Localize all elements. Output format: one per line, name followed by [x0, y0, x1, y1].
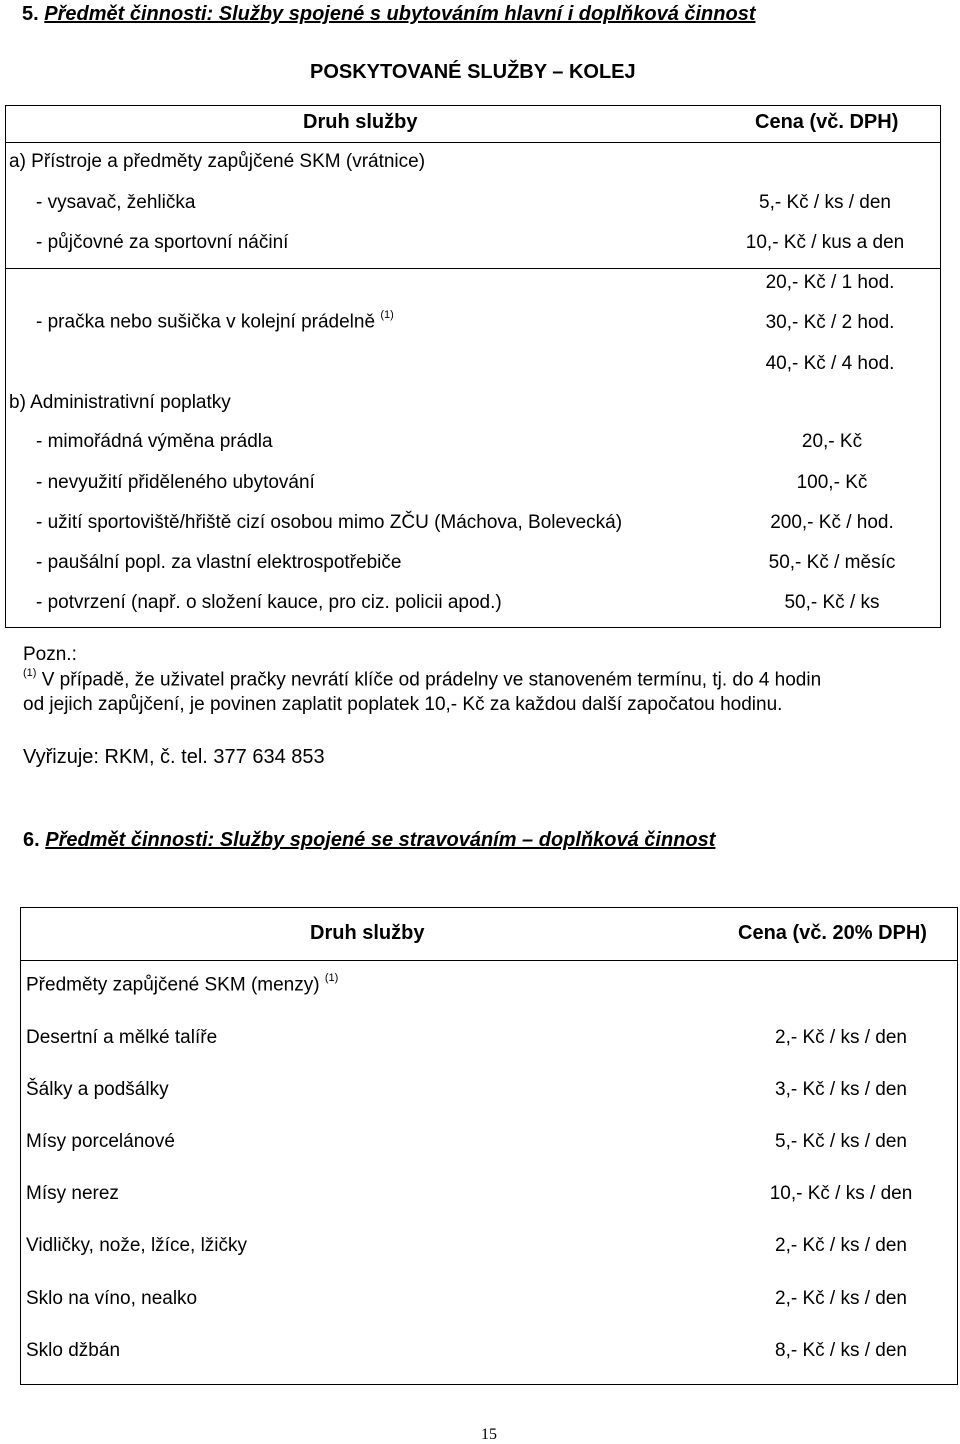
table-row-price: 5,- Kč / ks / den	[775, 1131, 907, 1152]
table-row-price: 5,- Kč / ks / den	[759, 192, 891, 213]
table-row-service: - paušální popl. za vlastní elektrospotřebiče	[36, 552, 402, 573]
table-row-price: 50,- Kč / ks	[784, 592, 880, 613]
section-5-title: Předmět činnosti: Služby spojené s ubytováním hlavní i doplňková činnost	[44, 3, 756, 25]
table-1-col-price: Cena (vč. DPH)	[755, 111, 899, 133]
table-row-price: 50,- Kč / měsíc	[768, 552, 896, 573]
table-row-service: Sklo džbán	[26, 1340, 121, 1361]
table-row-price: 10,- Kč / kus a den	[745, 232, 905, 253]
table-row-service: - nevyužití přiděleného ubytování	[36, 472, 315, 493]
table-row-price: 20,- Kč	[801, 431, 863, 452]
washer-price-4h: 40,- Kč / 4 hod.	[765, 353, 895, 374]
page-number: 15	[481, 1426, 497, 1443]
table-row-price: 8,- Kč / ks / den	[775, 1340, 907, 1361]
note-label: Pozn.:	[23, 644, 77, 665]
table-row-price: 200,- Kč / hod.	[770, 512, 894, 533]
table-2-group-label: Předměty zapůjčené SKM (menzy)	[26, 974, 320, 996]
table-row-price: 10,- Kč / ks / den	[769, 1183, 913, 1204]
table-row-service: - vysavač, žehlička	[36, 192, 196, 213]
note-mark: (1)	[23, 667, 37, 679]
table-row-price: 2,- Kč / ks / den	[775, 1027, 907, 1048]
table-row-service: Vidličky, nože, lžíce, lžičky	[26, 1235, 248, 1256]
note-line-2: od jejich zapůjčení, je povinen zaplatit poplatek 10,- Kč za každou další započatou hodinu.	[23, 694, 783, 715]
table-2-col-price: Cena (vč. 20% DPH)	[738, 922, 927, 944]
note-text-1: V případě, že uživatel pračky nevrátí klíče od prádelny ve stanoveném termínu, tj. do 4 hodin	[41, 669, 822, 691]
table-2-col-service: Druh služby	[310, 922, 425, 944]
table-row-service: - užití sportoviště/hřiště cizí osobou mimo ZČU (Máchova, Bolevecká)	[36, 512, 623, 533]
washer-service	[36, 311, 394, 333]
washer-price-2h: 30,- Kč / 2 hod.	[765, 312, 895, 333]
table-row-service: Šálky a podšálky	[26, 1079, 169, 1100]
table-1-group-b: b) Administrativní poplatky	[9, 392, 231, 413]
table-1-group-a: a) Přístroje a předměty zapůjčené SKM (vrátnice)	[9, 151, 426, 172]
table-row-price: 2,- Kč / ks / den	[775, 1288, 907, 1309]
washer-note-mark: (1)	[380, 309, 394, 321]
section-6-number: 6.	[23, 829, 40, 851]
table-row-price: 3,- Kč / ks / den	[775, 1079, 907, 1100]
table-row-service: Desertní a mělké talíře	[26, 1027, 218, 1048]
washer-price-1h: 20,- Kč / 1 hod.	[765, 272, 895, 293]
table-row-service: - půjčovné za sportovní náčiní	[36, 232, 289, 253]
table-2-group	[26, 974, 338, 996]
table-row-price: 2,- Kč / ks / den	[775, 1235, 907, 1256]
table-row-service: Mísy nerez	[26, 1183, 119, 1204]
section-5-heading	[22, 3, 755, 26]
note-line-1	[23, 669, 821, 691]
section-6-title: Předmět činnosti: Služby spojené se stravováním – doplňková činnost	[45, 829, 716, 851]
table-1-col-service: Druh služby	[303, 111, 418, 133]
section-5-subtitle: POSKYTOVANÉ SLUŽBY – KOLEJ	[310, 61, 636, 83]
table-row-service: - potvrzení (např. o složení kauce, pro ciz. policii apod.)	[36, 592, 502, 613]
section-5-number: 5.	[22, 3, 39, 25]
table-row-service: Mísy porcelánové	[26, 1131, 175, 1152]
contact-line: Vyřizuje: RKM, č. tel. 377 634 853	[23, 746, 325, 768]
table-row-price: 100,- Kč	[796, 472, 868, 493]
section-6-heading	[23, 829, 715, 852]
table-row-service: Sklo na víno, nealko	[26, 1288, 198, 1309]
washer-service-label: - pračka nebo sušička v kolejní prádelně	[36, 311, 376, 333]
table-2-group-mark: (1)	[324, 972, 339, 984]
table-row-service: - mimořádná výměna prádla	[36, 431, 273, 452]
